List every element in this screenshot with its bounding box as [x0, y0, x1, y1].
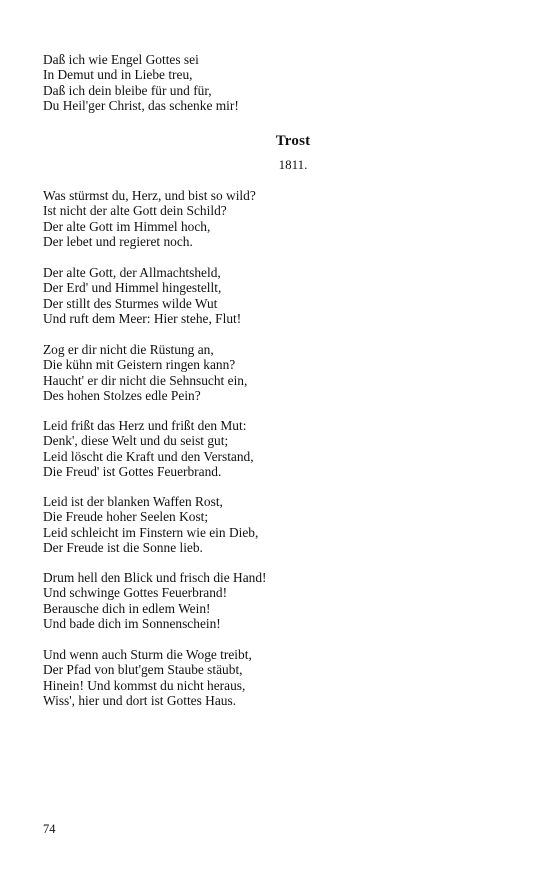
stanza-3 — [43, 342, 503, 404]
verse-line: Der alte Gott, der Allmachtsheld, — [43, 265, 221, 280]
stanza-5 — [43, 494, 503, 556]
verse-line: Daß ich wie Engel Gottes sei — [43, 52, 199, 67]
stanza-7 — [43, 647, 503, 709]
stanza-2 — [43, 265, 503, 327]
verse-line: Der lebet und regieret noch. — [43, 234, 193, 250]
verse-line: Leid ist der blanken Waffen Rost, — [43, 494, 223, 509]
stanza-6 — [43, 570, 503, 632]
verse-line: Drum hell den Blick und frisch die Hand! — [43, 570, 267, 585]
verse-line: Der alte Gott im Himmel hoch, — [43, 218, 211, 234]
verse-line: Leid frißt das Herz und frißt den Mut: — [43, 418, 247, 433]
verse-line: Und wenn auch Sturm die Woge treibt, — [43, 647, 252, 662]
stanza-4 — [43, 418, 503, 480]
verse-line: Der Pfad von blut'gem Staube stäubt, — [43, 662, 243, 678]
verse-line: Des hohen Stolzes edle Pein? — [43, 388, 201, 404]
verse-line: Haucht' er dir nicht die Sehnsucht ein, — [43, 372, 248, 388]
poem-title: Trost — [275, 133, 311, 149]
stanza-1 — [43, 188, 503, 250]
verse-line: Hinein! Und kommst du nicht heraus, — [43, 677, 246, 693]
verse-line: Und schwinge Gottes Feuerbrand! — [43, 585, 228, 601]
verse-line: Die Freude hoher Seelen Kost; — [43, 509, 209, 525]
verse-line: Zog er dir nicht die Rüstung an, — [43, 342, 214, 357]
verse-line: Und bade dich im Sonnenschein! — [43, 616, 221, 632]
verse-line: Der Freude ist die Sonne lieb. — [43, 540, 203, 556]
verse-line: Berausche dich in edlem Wein! — [43, 600, 211, 616]
verse-line: Der Erd' und Himmel hingestellt, — [43, 280, 222, 296]
verse-line: Denk', diese Welt und du seist gut; — [43, 433, 229, 449]
verse-line: In Demut und in Liebe treu, — [43, 67, 193, 83]
verse-line: Und ruft dem Meer: Hier stehe, Flut! — [43, 311, 242, 327]
verse-line: Die Freud' ist Gottes Feuerbrand. — [43, 464, 222, 480]
verse-line: Die kühn mit Geistern ringen kann? — [43, 357, 236, 373]
verse-line: Leid löscht die Kraft und den Verstand, — [43, 448, 254, 464]
verse-line: Leid schleicht im Finstern wie ein Dieb, — [43, 524, 259, 540]
page-number: 74 — [43, 822, 56, 836]
verse-line: Was stürmst du, Herz, und bist so wild? — [43, 188, 256, 203]
poem-year: 1811. — [278, 157, 308, 172]
verse-line: Wiss', hier und dort ist Gottes Haus. — [43, 693, 237, 709]
verse-line: Daß ich dein bleibe für und für, — [43, 82, 212, 98]
verse-line: Der stillt des Sturmes wilde Wut — [43, 295, 218, 311]
verse-line: Ist nicht der alte Gott dein Schild? — [43, 203, 227, 219]
verse-line: Du Heil'ger Christ, das schenke mir! — [43, 98, 239, 114]
previous-poem-ending — [43, 52, 503, 114]
